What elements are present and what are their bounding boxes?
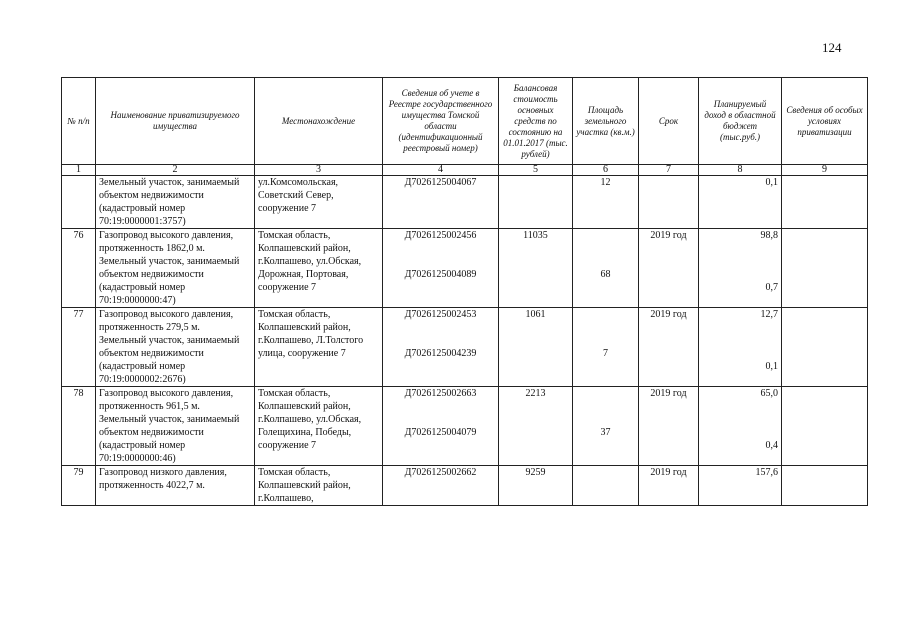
header-cell: Срок (639, 78, 699, 165)
header-cell: Местонахождение (255, 78, 383, 165)
table-row (62, 176, 868, 229)
row-number: 79 (62, 466, 96, 506)
property-name (96, 308, 255, 387)
column-number: 3 (255, 165, 383, 176)
balance-value: 11035 (499, 229, 573, 308)
balance-value (499, 176, 573, 229)
location: ул.Комсомольская, Советский Север, сооружение 7 (255, 176, 383, 229)
registry-number-text: Д7026125002662 (404, 467, 477, 478)
header-row (62, 78, 868, 165)
registry-number (383, 308, 499, 387)
registry-number-text: Д7026125002456 (404, 230, 477, 241)
header-cell: Сведения об особых условиях приватизации (782, 78, 868, 165)
table-row (62, 308, 868, 387)
registry-number (383, 229, 499, 308)
registry-number (383, 387, 499, 466)
table-row (62, 229, 868, 308)
property-name (96, 387, 255, 466)
term: 2019 год (639, 308, 699, 387)
row-number: 78 (62, 387, 96, 466)
property-name-text: Газопровод низкого давления, протяженность 4022,7 м. (99, 467, 227, 491)
location: Томская область, Колпашевский район, г.Колпашево, Л.Толстого улица, сооружение 7 (255, 308, 383, 387)
registry-number (383, 466, 499, 506)
column-number: 9 (782, 165, 868, 176)
term: 2019 год (639, 229, 699, 308)
registry-number-text: Д7026125004239 (404, 348, 477, 359)
header-cell: № п/п (62, 78, 96, 165)
property-name-text: Газопровод высокого давления, протяженность 1862,0 м. (99, 230, 234, 254)
header-cell: Наименование приватизируемого имущества (96, 78, 255, 165)
header-cell: Планируемый доход в областной бюджет (тыс.руб.) (699, 78, 782, 165)
special-conditions (782, 466, 868, 506)
land-area: 12 (573, 176, 639, 229)
planned-income (699, 308, 782, 387)
land-area-text: 7 (603, 348, 608, 359)
page-number: 124 (822, 40, 842, 55)
column-number: 1 (62, 165, 96, 176)
special-conditions (782, 387, 868, 466)
registry-number-text: Д7026125004067 (404, 177, 477, 188)
header-cell: Балансовая стоимость основных средств по состоянию на 01.01.2017 (тыс. рублей) (499, 78, 573, 165)
property-name (96, 466, 255, 506)
location: Томская область, Колпашевский район, г.Колпашево, ул.Обская, Дорожная, Портовая, сооружение 7 (255, 229, 383, 308)
planned-income-text: 0,1 (765, 361, 778, 372)
balance-value: 1061 (499, 308, 573, 387)
special-conditions (782, 308, 868, 387)
land-area (573, 387, 639, 466)
header-cell: Площадь земельного участка (кв.м.) (573, 78, 639, 165)
planned-income (699, 387, 782, 466)
registry-number-text: Д7026125004079 (404, 427, 477, 438)
row-number: 76 (62, 229, 96, 308)
planned-income-text: 0,7 (765, 282, 778, 293)
planned-income (699, 176, 782, 229)
column-number: 4 (383, 165, 499, 176)
table-row (62, 387, 868, 466)
term (639, 176, 699, 229)
property-name-text: Газопровод высокого давления, протяженность 279,5 м. (99, 309, 234, 333)
land-area (573, 229, 639, 308)
land-area-text: 68 (600, 269, 611, 280)
planned-income-text: 12,7 (760, 309, 778, 320)
property-name (96, 176, 255, 229)
column-number: 6 (573, 165, 639, 176)
property-name-text: Земельный участок, занимаемый объектом недвижимости (кадастровый номер 70:19:0000000:47) (99, 256, 240, 306)
location: Томская область, Колпашевский район, г.Колпашево, (255, 466, 383, 506)
column-number: 7 (639, 165, 699, 176)
planned-income-text: 98,8 (760, 230, 778, 241)
registry-number-text: Д7026125002663 (404, 388, 477, 399)
property-name (96, 229, 255, 308)
property-name-text: Земельный участок, занимаемый объектом недвижимости (кадастровый номер 70:19:0000002:2676) (99, 335, 240, 385)
term: 2019 год (639, 466, 699, 506)
land-area (573, 308, 639, 387)
column-number-row (62, 165, 868, 176)
planned-income-text: 65,0 (760, 388, 778, 399)
planned-income-text: 0,4 (765, 440, 778, 451)
planned-income (699, 466, 782, 506)
column-number: 5 (499, 165, 573, 176)
planned-income-text: 0,1 (765, 177, 778, 188)
header-cell: Сведения об учете в Реестре государственного имущества Томской области (идентификационный реестровый номер) (383, 78, 499, 165)
registry-number (383, 176, 499, 229)
privatization-table (61, 77, 868, 506)
planned-income (699, 229, 782, 308)
row-number: 77 (62, 308, 96, 387)
property-name-text: Земельный участок, занимаемый объектом недвижимости (кадастровый номер 70:19:0000000:46) (99, 414, 240, 464)
land-area-text: 37 (600, 427, 611, 438)
property-name-text: Газопровод высокого давления, протяженность 961,5 м. (99, 388, 234, 412)
table-row (62, 466, 868, 506)
land-area (573, 466, 639, 506)
registry-number-text: Д7026125004089 (404, 269, 477, 280)
special-conditions (782, 176, 868, 229)
column-number: 8 (699, 165, 782, 176)
special-conditions (782, 229, 868, 308)
location: Томская область, Колпашевский район, г.Колпашево, ул.Обская, Голещихина, Победы, сооружение 7 (255, 387, 383, 466)
column-number: 2 (96, 165, 255, 176)
term: 2019 год (639, 387, 699, 466)
registry-number-text: Д7026125002453 (404, 309, 477, 320)
property-name-text: Земельный участок, занимаемый объектом недвижимости (кадастровый номер 70:19:0000001:3757) (99, 177, 240, 227)
row-number (62, 176, 96, 229)
planned-income-text: 157,6 (755, 467, 778, 478)
balance-value: 9259 (499, 466, 573, 506)
balance-value: 2213 (499, 387, 573, 466)
